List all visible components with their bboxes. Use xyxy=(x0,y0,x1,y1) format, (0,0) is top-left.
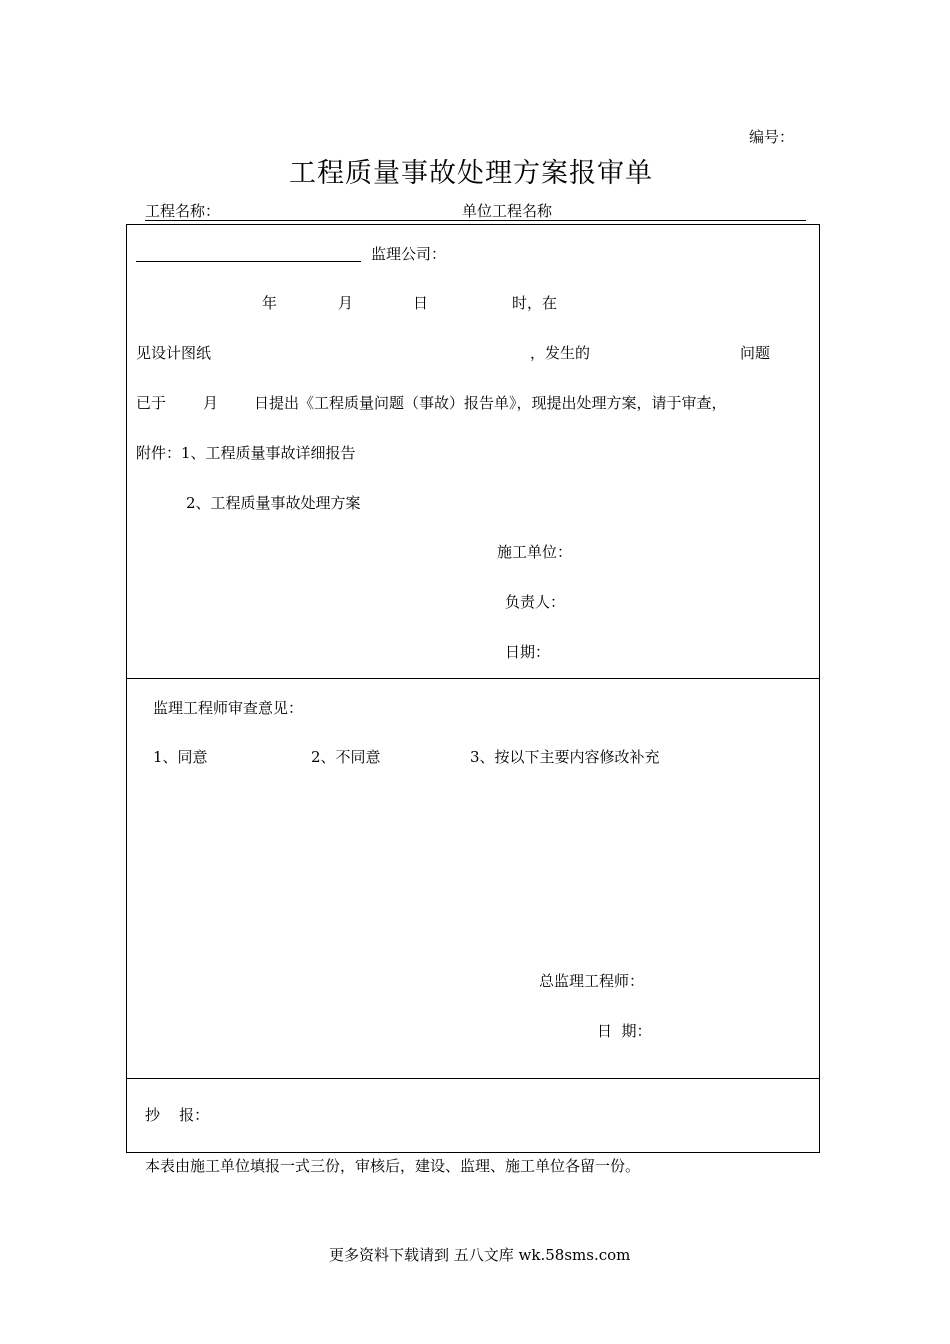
problem-label: 问题 xyxy=(740,344,771,362)
project-name-label: 工程名称： xyxy=(145,202,221,220)
option-revise: 3、按以下主要内容修改补充 xyxy=(470,748,660,766)
attachment-2: 2、工程质量事故处理方案 xyxy=(186,494,361,512)
occurred-label: ，发生的 xyxy=(530,344,591,362)
see-drawing-label: 见设计图纸 xyxy=(136,344,212,362)
contractor-label: 施工单位： xyxy=(497,543,573,561)
responsible-person-label: 负责人： xyxy=(505,593,566,611)
hour-at-label: 时，在 xyxy=(512,294,558,312)
already-on-label: 已于 xyxy=(136,394,167,412)
promo-link[interactable]: 更多资料下载请到 五八文库 wk.58sms.com xyxy=(329,1246,631,1264)
attachment-1: 附件：1、工程质量事故详细报告 xyxy=(136,444,356,462)
month2-label: 月 xyxy=(203,394,219,412)
chief-engineer-label: 总监理工程师： xyxy=(539,972,645,990)
supervision-company-label: 监理公司： xyxy=(371,245,447,263)
date-label: 日期： xyxy=(505,643,551,661)
project-name-underline xyxy=(145,220,806,221)
section-divider-1 xyxy=(126,678,820,679)
review-opinion-label: 监理工程师审查意见： xyxy=(153,699,304,717)
submitted-text: 日提出《工程质量问题（事故）报告单》，现提出处理方案，请于审查， xyxy=(254,394,727,412)
month-label: 月 xyxy=(338,294,354,312)
day-label: 日 xyxy=(413,294,429,312)
review-date-label: 日 期： xyxy=(597,1022,652,1040)
unit-project-name-label: 单位工程名称 xyxy=(462,202,553,220)
page-title: 工程质量事故处理方案报审单 xyxy=(289,158,653,189)
option-agree: 1、同意 xyxy=(153,748,208,766)
cc-label: 抄 报： xyxy=(145,1106,210,1124)
form-table xyxy=(126,224,820,1153)
year-label: 年 xyxy=(262,294,278,312)
serial-number-label: 编号： xyxy=(749,128,795,146)
footer-note: 本表由施工单位填报一式三份，审核后，建设、监理、施工单位各留一份。 xyxy=(145,1157,641,1175)
option-disagree: 2、不同意 xyxy=(311,748,381,766)
contractor-name-blank[interactable] xyxy=(136,261,361,262)
section-divider-2 xyxy=(126,1078,820,1079)
